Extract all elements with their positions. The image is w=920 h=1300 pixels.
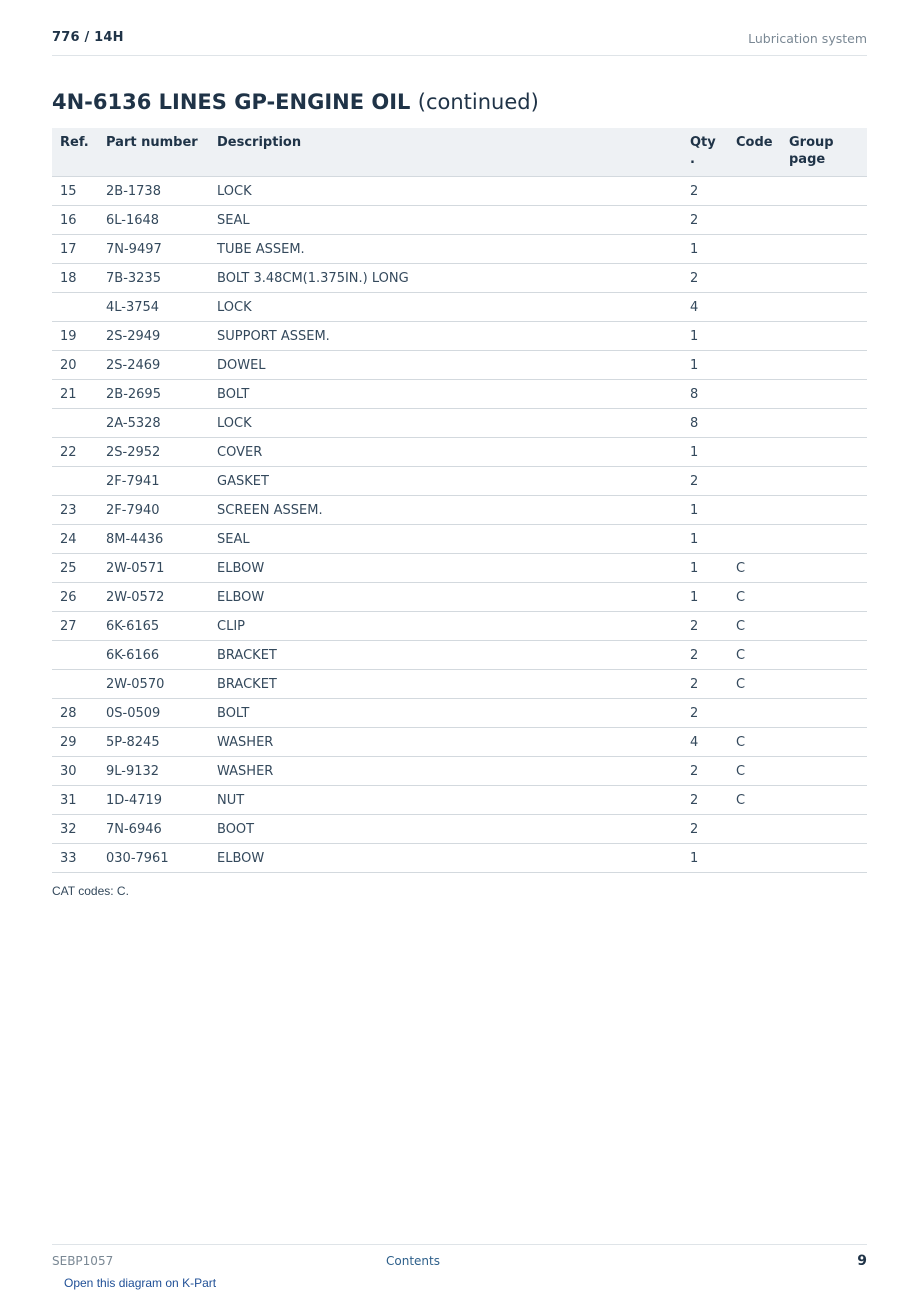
document-id: SEBP1057: [52, 1254, 114, 1268]
group-page-cell: [781, 757, 867, 786]
title-main: 4N-6136 LINES GP-ENGINE OIL: [52, 90, 411, 114]
code-cell: [728, 264, 781, 293]
description-cell: BOOT: [209, 815, 682, 844]
group-page-cell: [781, 496, 867, 525]
ref-cell: 19: [52, 322, 98, 351]
qty-cell: 2: [682, 757, 728, 786]
table-row: [52, 728, 867, 757]
title-suffix: (continued): [417, 90, 539, 114]
qty-cell: 1: [682, 438, 728, 467]
code-cell: [728, 815, 781, 844]
ref-cell: [52, 641, 98, 670]
part-number-cell: 2F-7941: [98, 467, 209, 496]
col-header-group-page: Group page: [781, 128, 867, 177]
table-header-row: [52, 128, 867, 177]
table-row: [52, 641, 867, 670]
qty-cell: 8: [682, 380, 728, 409]
description-cell: CLIP: [209, 612, 682, 641]
code-cell: C: [728, 728, 781, 757]
group-page-cell: [781, 844, 867, 873]
group-page-cell: [781, 699, 867, 728]
group-page-cell: [781, 235, 867, 264]
code-cell: [728, 380, 781, 409]
table-row: [52, 844, 867, 873]
parts-table: [52, 128, 867, 873]
qty-cell: 2: [682, 264, 728, 293]
qty-cell: 1: [682, 844, 728, 873]
code-cell: [728, 177, 781, 206]
code-cell: [728, 206, 781, 235]
ref-cell: 27: [52, 612, 98, 641]
model-label: 776 / 14H: [52, 30, 124, 45]
group-page-cell: [781, 293, 867, 322]
ref-cell: 28: [52, 699, 98, 728]
qty-cell: 1: [682, 583, 728, 612]
part-number-cell: 0S-0509: [98, 699, 209, 728]
qty-cell: 1: [682, 322, 728, 351]
table-row: [52, 351, 867, 380]
part-number-cell: 030-7961: [98, 844, 209, 873]
description-cell: SCREEN ASSEM.: [209, 496, 682, 525]
table-row: [52, 583, 867, 612]
table-row: [52, 525, 867, 554]
qty-cell: 4: [682, 728, 728, 757]
group-page-cell: [781, 728, 867, 757]
code-cell: [728, 409, 781, 438]
qty-cell: 2: [682, 467, 728, 496]
group-page-cell: [781, 177, 867, 206]
description-cell: ELBOW: [209, 583, 682, 612]
group-page-cell: [781, 670, 867, 699]
code-cell: C: [728, 583, 781, 612]
description-cell: BOLT: [209, 380, 682, 409]
col-header-qty: Qty .: [682, 128, 728, 177]
description-cell: LOCK: [209, 409, 682, 438]
ref-cell: 18: [52, 264, 98, 293]
description-cell: SEAL: [209, 525, 682, 554]
description-cell: WASHER: [209, 757, 682, 786]
part-number-cell: 1D-4719: [98, 786, 209, 815]
description-cell: BRACKET: [209, 670, 682, 699]
table-row: [52, 670, 867, 699]
part-number-cell: 7N-6946: [98, 815, 209, 844]
part-number-cell: 7B-3235: [98, 264, 209, 293]
group-page-cell: [781, 641, 867, 670]
table-row: [52, 206, 867, 235]
qty-cell: 2: [682, 699, 728, 728]
qty-cell: 1: [682, 554, 728, 583]
code-cell: C: [728, 757, 781, 786]
ref-cell: 32: [52, 815, 98, 844]
table-row: [52, 554, 867, 583]
code-cell: C: [728, 670, 781, 699]
description-cell: GASKET: [209, 467, 682, 496]
part-number-cell: 2S-2949: [98, 322, 209, 351]
group-page-cell: [781, 815, 867, 844]
table-row: [52, 757, 867, 786]
description-cell: SEAL: [209, 206, 682, 235]
part-number-cell: 2W-0572: [98, 583, 209, 612]
table-row: [52, 409, 867, 438]
group-page-cell: [781, 380, 867, 409]
qty-cell: 1: [682, 351, 728, 380]
code-cell: [728, 293, 781, 322]
ref-cell: 33: [52, 844, 98, 873]
code-cell: [728, 467, 781, 496]
qty-cell: 2: [682, 670, 728, 699]
table-row: [52, 786, 867, 815]
code-cell: [728, 438, 781, 467]
table-row: [52, 612, 867, 641]
part-number-cell: 6L-1648: [98, 206, 209, 235]
parts-table-body: [52, 177, 867, 873]
group-page-cell: [781, 612, 867, 641]
code-cell: [728, 699, 781, 728]
code-cell: C: [728, 554, 781, 583]
ref-cell: 26: [52, 583, 98, 612]
group-page-cell: [781, 438, 867, 467]
group-page-cell: [781, 322, 867, 351]
page-header: [52, 28, 867, 56]
table-row: [52, 815, 867, 844]
description-cell: COVER: [209, 438, 682, 467]
table-row: [52, 380, 867, 409]
table-row: [52, 322, 867, 351]
part-number-cell: 6K-6165: [98, 612, 209, 641]
qty-cell: 1: [682, 235, 728, 264]
table-row: [52, 496, 867, 525]
part-number-cell: 2W-0570: [98, 670, 209, 699]
group-page-cell: [781, 264, 867, 293]
code-cell: [728, 844, 781, 873]
group-page-cell: [781, 206, 867, 235]
table-row: [52, 235, 867, 264]
part-number-cell: 2F-7940: [98, 496, 209, 525]
code-cell: C: [728, 786, 781, 815]
group-page-cell: [781, 583, 867, 612]
col-header-description: Description: [209, 128, 682, 177]
part-number-cell: 2A-5328: [98, 409, 209, 438]
code-cell: [728, 525, 781, 554]
ref-cell: 31: [52, 786, 98, 815]
ref-cell: 23: [52, 496, 98, 525]
ref-cell: 25: [52, 554, 98, 583]
qty-cell: 2: [682, 612, 728, 641]
description-cell: NUT: [209, 786, 682, 815]
table-row: [52, 264, 867, 293]
description-cell: TUBE ASSEM.: [209, 235, 682, 264]
description-cell: ELBOW: [209, 844, 682, 873]
group-page-cell: [781, 467, 867, 496]
ref-cell: 22: [52, 438, 98, 467]
table-row: [52, 467, 867, 496]
contents-link[interactable]: Contents: [386, 1254, 440, 1268]
col-header-part-number: Part number: [98, 128, 209, 177]
page-footer: [52, 1244, 867, 1275]
table-row: [52, 699, 867, 728]
col-header-ref: Ref.: [52, 128, 98, 177]
ref-cell: 16: [52, 206, 98, 235]
description-cell: SUPPORT ASSEM.: [209, 322, 682, 351]
ref-cell: 21: [52, 380, 98, 409]
page-title: [52, 90, 539, 114]
code-cell: C: [728, 641, 781, 670]
ref-cell: 20: [52, 351, 98, 380]
code-cell: [728, 351, 781, 380]
code-cell: C: [728, 612, 781, 641]
part-number-cell: 2S-2469: [98, 351, 209, 380]
group-page-cell: [781, 351, 867, 380]
code-cell: [728, 496, 781, 525]
ref-cell: 17: [52, 235, 98, 264]
description-cell: ELBOW: [209, 554, 682, 583]
description-cell: BOLT 3.48CM(1.375IN.) LONG: [209, 264, 682, 293]
qty-cell: 4: [682, 293, 728, 322]
code-cell: [728, 322, 781, 351]
section-label: Lubrication system: [748, 31, 867, 46]
qty-cell: 2: [682, 786, 728, 815]
part-number-cell: 2B-2695: [98, 380, 209, 409]
ref-cell: [52, 467, 98, 496]
qty-cell: 1: [682, 496, 728, 525]
part-number-cell: 2S-2952: [98, 438, 209, 467]
qty-cell: 1: [682, 525, 728, 554]
qty-cell: 8: [682, 409, 728, 438]
part-number-cell: 2B-1738: [98, 177, 209, 206]
group-page-cell: [781, 554, 867, 583]
description-cell: BOLT: [209, 699, 682, 728]
cat-codes-note: CAT codes: C.: [52, 884, 129, 898]
ref-cell: [52, 293, 98, 322]
k-part-diagram-link[interactable]: Open this diagram on K-Part: [64, 1276, 217, 1290]
part-number-cell: 5P-8245: [98, 728, 209, 757]
description-cell: LOCK: [209, 177, 682, 206]
ref-cell: 15: [52, 177, 98, 206]
ref-cell: [52, 409, 98, 438]
qty-cell: 2: [682, 177, 728, 206]
part-number-cell: 8M-4436: [98, 525, 209, 554]
ref-cell: 30: [52, 757, 98, 786]
qty-cell: 2: [682, 206, 728, 235]
ref-cell: 24: [52, 525, 98, 554]
description-cell: LOCK: [209, 293, 682, 322]
part-number-cell: 6K-6166: [98, 641, 209, 670]
ref-cell: 29: [52, 728, 98, 757]
group-page-cell: [781, 409, 867, 438]
table-row: [52, 293, 867, 322]
table-row: [52, 177, 867, 206]
part-number-cell: 9L-9132: [98, 757, 209, 786]
qty-cell: 2: [682, 641, 728, 670]
qty-cell: 2: [682, 815, 728, 844]
part-number-cell: 4L-3754: [98, 293, 209, 322]
code-cell: [728, 235, 781, 264]
table-row: [52, 438, 867, 467]
group-page-cell: [781, 786, 867, 815]
part-number-cell: 7N-9497: [98, 235, 209, 264]
part-number-cell: 2W-0571: [98, 554, 209, 583]
description-cell: WASHER: [209, 728, 682, 757]
description-cell: BRACKET: [209, 641, 682, 670]
ref-cell: [52, 670, 98, 699]
group-page-cell: [781, 525, 867, 554]
description-cell: DOWEL: [209, 351, 682, 380]
col-header-code: Code: [728, 128, 781, 177]
page-number: 9: [857, 1253, 867, 1269]
